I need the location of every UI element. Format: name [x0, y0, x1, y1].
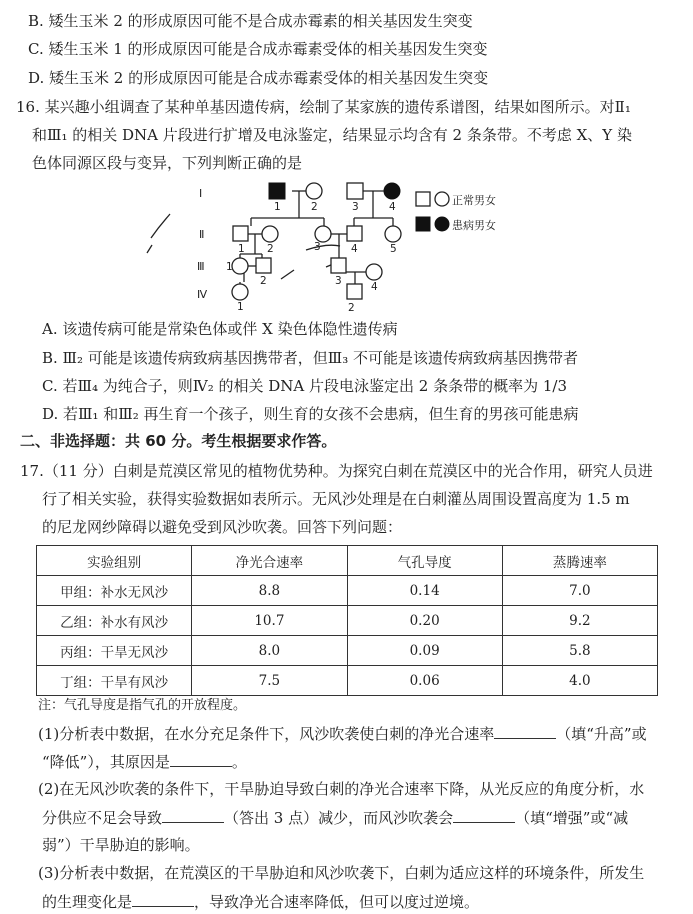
gen-label-II: Ⅱ [199, 228, 205, 241]
q17-stem-line3: 的尼龙网纱障碍以避免受到风沙吹袭。回答下列问题： [42, 518, 403, 536]
table-cell: 8.8 [192, 576, 347, 606]
pedigree-II3-normal-female [315, 226, 331, 242]
num-IV1: 1 [237, 301, 244, 313]
num-II3: 3 [314, 241, 321, 253]
table-row [37, 606, 658, 636]
q17-sub1-text-d: 。 [231, 753, 247, 771]
table-cell: 乙组：补水有风沙 [37, 606, 192, 636]
answer-blank-3[interactable] [162, 808, 224, 823]
prev-option-d: D. 矮生玉米 2 的形成原因可能是合成赤霉素受体的相关基因发生突变 [28, 69, 489, 87]
q17-sub2-text-b: 分供应不足会导致 [42, 809, 163, 827]
q16-option-a: A. 该遗传病可能是常染色体或伴 X 染色体隐性遗传病 [42, 320, 398, 338]
q17-sub2-line2 [42, 808, 628, 827]
q17-sub1-line1 [38, 724, 647, 743]
pedigree-II1-normal-male [233, 226, 248, 241]
pedigree-III4-normal-female [366, 264, 382, 280]
table-cell: 丙组：干旱无风沙 [37, 636, 192, 666]
q17-sub1-text-c: “降低”），其原因是 [42, 753, 170, 771]
pedigree-I2-normal-female [306, 183, 322, 199]
section-heading: 二、非选择题：共 60 分。考生根据要求作答。 [20, 432, 337, 450]
num-II4: 4 [351, 243, 358, 255]
table-cell: 8.0 [192, 636, 347, 666]
pedigree-II5-normal-female [385, 226, 401, 242]
table-header-cell: 蒸腾速率 [502, 546, 657, 576]
pedigree-III1-normal-female [232, 258, 248, 274]
legend-affected-male-icon [416, 217, 430, 231]
q16-option-d: D. 若Ⅲ₁ 和Ⅲ₂ 再生育一个孩子，则生育的女孩不会患病，但生育的男孩可能患病 [42, 405, 579, 423]
q17-sub3-text-b: 的生理变化是 [42, 893, 133, 911]
table-row [37, 636, 658, 666]
table-note: 注：气孔导度是指气孔的开放程度。 [38, 698, 247, 713]
gen-label-I: Ⅰ [199, 187, 203, 200]
answer-blank-4[interactable] [453, 808, 515, 823]
table-header-cell: 实验组别 [37, 546, 192, 576]
num-I1: 1 [274, 201, 281, 213]
q17-stem-line2: 行了相关实验，获得实验数据如表所示。无风沙处理是在白刺灌丛周围设置高度为 1.5 m [42, 490, 630, 508]
num-III2: 2 [260, 275, 267, 287]
num-III1: 1 [226, 261, 233, 273]
gen-label-III: Ⅲ [197, 260, 205, 273]
q16-stem-line1: 16. 某兴趣小组调查了某种单基因遗传病，绘制了某家族的遗传系谱图，结果如图所示。对Ⅱ₁ [16, 98, 631, 116]
table-cell: 7.5 [192, 666, 347, 696]
q17-sub3-line2 [42, 892, 479, 911]
pedigree-II2-normal-female [262, 226, 278, 242]
pedigree-III2-normal-male [256, 258, 271, 273]
table-row [37, 576, 658, 606]
legend-affected-label: 患病男女 [452, 219, 496, 232]
legend-normal-label: 正常男女 [452, 194, 496, 207]
q17-stem-line1: 17.（11 分）白刺是荒漠区常见的植物优势种。为探究白刺在荒漠区中的光合作用，研究人员进 [20, 462, 653, 480]
num-I2: 2 [311, 201, 318, 213]
data-table [36, 545, 658, 696]
q17-sub3-text-c: ，导致净光合速率降低，但可以度过逆境。 [194, 893, 480, 911]
table-header-cell: 气孔导度 [347, 546, 502, 576]
q17-sub2-line1: (2)在无风沙吹袭的条件下，干旱胁迫导致白刺的净光合速率下降，从光反应的角度分析，水 [38, 780, 645, 798]
num-II1: 1 [238, 243, 245, 255]
answer-blank-5[interactable] [132, 892, 194, 907]
table-cell: 10.7 [192, 606, 347, 636]
q17-sub1-text-a: (1)分析表中数据，在水分充足条件下，风沙吹袭使白刺的净光合速率 [38, 725, 495, 743]
table-cell: 丁组：干旱有风沙 [37, 666, 192, 696]
table-cell: 甲组：补水无风沙 [37, 576, 192, 606]
q17-sub2-text-c: （答出 3 点）减少，而风沙吹袭会 [224, 809, 454, 827]
table-cell: 5.8 [502, 636, 657, 666]
num-I4: 4 [389, 201, 396, 213]
table-header-row [37, 546, 658, 576]
table-cell: 9.2 [502, 606, 657, 636]
table-header-cell: 净光合速率 [192, 546, 347, 576]
legend-affected-female-icon [435, 217, 449, 231]
q16-option-c: C. 若Ⅲ₄ 为纯合子，则Ⅳ₂ 的相关 DNA 片段电泳鉴定出 2 条条带的概率为 1/3 [42, 377, 568, 395]
table-cell: 0.14 [347, 576, 502, 606]
q17-sub2-text-d: （填“增强”或“减 [515, 809, 629, 827]
num-I3: 3 [352, 201, 359, 213]
q16-option-b: B. Ⅲ₂ 可能是该遗传病致病基因携带者，但Ⅲ₃ 不可能是该遗传病致病基因携带者 [42, 349, 579, 367]
answer-blank-1[interactable] [494, 724, 556, 739]
q16-stem-line2: 和Ⅲ₁ 的相关 DNA 片段进行扩增及电泳鉴定，结果显示均含有 2 条条带。不考虑 X、Y 染 [32, 126, 632, 144]
prev-option-c: C. 矮生玉米 1 的形成原因可能是合成赤霉素受体的相关基因发生突变 [28, 40, 488, 58]
q17-sub1-line2 [42, 752, 247, 771]
q17-sub2-line3: 弱”）干旱胁迫的影响。 [42, 836, 200, 854]
table-cell: 0.06 [347, 666, 502, 696]
legend-normal-male-icon [416, 192, 430, 206]
pedigree-III3-normal-male [331, 258, 346, 273]
num-II5: 5 [390, 243, 397, 255]
pedigree-I3-normal-male [347, 183, 363, 199]
prev-option-b: B. 矮生玉米 2 的形成原因可能不是合成赤霉素的相关基因发生突变 [28, 12, 473, 30]
pedigree-diagram [0, 0, 693, 320]
num-IV2: 2 [348, 302, 355, 314]
q17-sub3-line1: (3)分析表中数据，在荒漠区的干旱胁迫和风沙吹袭下，白刺为适应这样的环境条件，所发生 [38, 864, 645, 882]
q16-stem-line3: 色体同源区段与变异，下列判断正确的是 [32, 154, 303, 172]
pedigree-I4-affected-female [384, 183, 400, 199]
gen-label-IV: Ⅳ [197, 288, 208, 301]
answer-blank-2[interactable] [170, 752, 232, 767]
table-cell: 4.0 [502, 666, 657, 696]
table-cell: 7.0 [502, 576, 657, 606]
table-cell: 0.20 [347, 606, 502, 636]
num-II2: 2 [267, 243, 274, 255]
num-III4: 4 [371, 281, 378, 293]
table-row [37, 666, 658, 696]
table-cell: 0.09 [347, 636, 502, 666]
legend-normal-female-icon [435, 192, 449, 206]
pedigree-IV2-normal-male [347, 284, 362, 299]
num-III3: 3 [335, 275, 342, 287]
pedigree-IV1-normal-female [232, 284, 248, 300]
pedigree-II4-normal-male [347, 226, 362, 241]
q17-sub1-text-b: （填“升高”或 [556, 725, 647, 743]
pedigree-I1-affected-male [269, 183, 285, 199]
